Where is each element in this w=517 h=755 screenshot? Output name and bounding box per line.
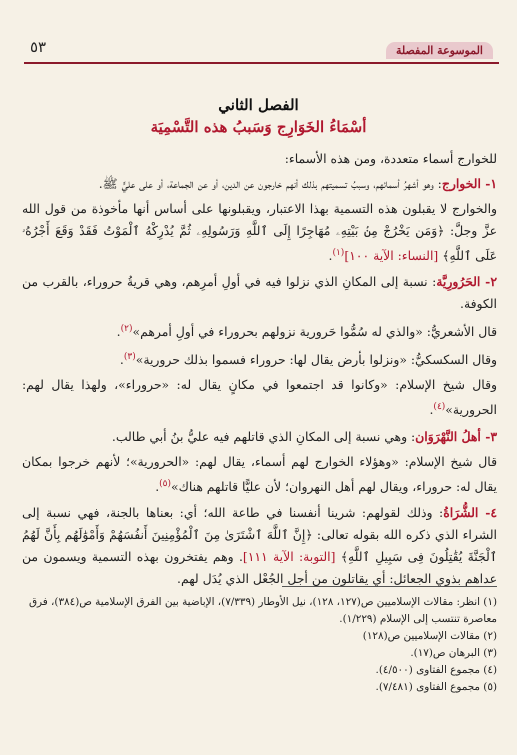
footnote-3: (٣) البرهان ص(١٧). [410,647,497,659]
header-rule [24,62,499,64]
body-text [22,148,497,593]
section-shurat-text: : وذلك لقولهم: شرينا أنفسنا في طاعة الله؛ أي: بعناها بالجنة، فهي نسبة إلى الشراء الذي ذكره الله بقوله تعالى: ﴿إِنَّ ٱللَّهَ ٱشْتَرَىٰ مِنَ ٱلْمُؤْمِنِينَ أَنفُسَهُمْ وَأَمْوَٰلَهُم بِأَنَّ لَهُمُ ٱلْجَنَّةَ يُقَٰتِلُونَ فِى سَبِيلِ ٱللَّهِ﴾ [22,504,498,564]
quote-shaykh-2-text: قال شيخ الإسلام: «وهؤلاء الخوارج لهم أسماء، يقال لهم: «الحرورية»؛ لأنهم خرجوا بمكان يقال له: حروراء، ويقال لهم أهل النهروان؛ لأن عليًّا قاتلهم هناك» [22,453,497,494]
footnote-marker-4: (٤) [433,402,446,413]
keyword-haruriyya: ٢- الحَرُورِيَّة [436,274,497,290]
footnote-1: (١) انظر: مقالات الإسلاميين ص(١٢٧، ١٢٨)، نيل الأوطار (٧/٣٣٩)، الإباضية بين الفرق الإسلامية ص(٣٨٤)، فرق معاصرة تنتسب إلى الإسلام (١/٢٢٩). [28,596,497,625]
footnote-marker-1: (١) [332,248,345,258]
section-haruriyya [22,271,497,315]
footnote-5: (٥) مجموع الفتاوى (٧/٤٨١). [375,681,497,693]
keyword-shurat: ٤- الشُّرَاةُ [443,504,497,520]
footnotes [22,594,497,696]
section-shurat [22,502,497,590]
quote-ashari-text: قال الأشعريُّ: «والذي له سُمُّوا حَرورية نزولهم بحروراء في أولِ أمرهم» [132,324,497,340]
quote-shaykh-1: وقال شيخ الإسلام: «وكانوا قد اجتمعوا في مكانٍ يقال له: «حروراء»، ولهذا يقال لهم: الحرورية»$^{(٤)}$. [22,377,497,418]
chapter-title: الفصل الثاني [218,96,299,114]
footnote-4: (٤) مجموع الفتاوى (٤/٥٠٠). [375,664,497,676]
verse-reference-nisa: [النساء: الآية ١٠٠] [344,248,439,264]
section-nahrawan-text: : وهي نسبة إلى المكانِ الذي قاتلهم فيه عليُّ بنُ أبي طالب. [111,428,416,444]
title-block [0,96,517,136]
keyword-nahrawan: ٣- أهلُ النَّهْرَوَان [415,428,497,444]
section-khawarij-text: : وهو أشهرُ أسمائهم، وسببُ تسميتهم بذلك أنهم خارجون عن الدين، أو عن الجماعة، أو على عليٍّ ﷺ. [98,176,442,191]
footnote-marker-2: (٢) [120,324,133,335]
section-khawarij [22,173,497,195]
section-nahrawan [22,426,497,448]
chapter-subtitle: أسْمَاءُ الخَوَارِج وَسَببُ هذه التَّسْمِيَة [150,118,367,136]
footnote-2: (٢) مقالات الإسلاميين ص(١٢٨) [362,630,497,642]
paragraph-khawarij-verse: والخوارج لا يقبلون هذه التسمية بهذا الاعتبار، ويقبلونها على أساس أنها مأخوذة من قول الله عزَّ وجلَّ: ﴿وَمَن يَخْرُجْ مِنۢ بَيْتِهِۦ مُهَاجِرًا إِلَى ٱللَّهِ وَرَسُولِهِۦ ثُمَّ يُدْرِكْهُ ٱلْمَوْتُ فَقَدْ وَقَعَ أَجْرُهُۥ عَلَى ٱللَّهِ﴾ [النساء: الآية ١٠٠]$^{(١)}$. [22,201,497,264]
quote-shaykh-2: قال شيخ الإسلام: «وهؤلاء الخوارج لهم أسماء، يقال لهم: «الحرورية»؛ لأنهم خرجوا بمكان يقال له: حروراء، ويقال لهم أهل النهروان؛ لأن عليًّا قاتلهم هناك»$^{(٥)}$. [22,453,497,494]
keyword-khawarij: ١- الخوارج [441,176,497,191]
verse-reference-tawba: [التوبة: الآية ١١١] [242,548,336,564]
footnote-rule [282,586,497,587]
khawarij-verse-text: والخوارج لا يقبلون هذه التسمية بهذا الاعتبار، ويقبلونها على أساس أنها مأخوذة من قول الله عزَّ وجلَّ: ﴿وَمَن يَخْرُجْ مِنۢ بَيْتِهِۦ مُهَاجِرًا إِلَى ٱللَّهِ وَرَسُولِهِۦ ثُمَّ يُدْرِكْهُ ٱلْمَوْتُ فَقَدْ وَقَعَ أَجْرُهُۥ عَلَى ٱللَّهِ﴾ [22,201,497,264]
page-number: ٥٣ [30,38,47,56]
section-shurat-tail: . وهم يفتخرون بهذه التسمية ويسمون من عداهم بذوي الجعائل: أي يقاتلون من أجل الجُعْل الذي يُدَل لهم. [22,548,497,586]
quote-saksaki: وقال السكسكيُّ: «ونزلوا بأرض يقال لها: حروراء فسموا بذلك حرورية»$^{(٣)}$. [119,352,497,368]
quote-shaykh-1-text: وقال شيخ الإسلام: «وكانوا قد اجتمعوا في مكانٍ يقال له: «حروراء»، ولهذا يقال لهم: الحرورية» [22,377,497,418]
footnote-marker-5: (٥) [159,478,172,489]
footnote-marker-3: (٣) [123,352,136,363]
page-header [24,28,499,68]
quote-ashari: قال الأشعريُّ: «والذي له سُمُّوا حَرورية نزولهم بحروراء في أولِ أمرهم»$^{(٢)}$. [116,324,497,340]
section-haruriyya-text: : نسبة إلى المكانِ الذي نزلوا فيه في أولِ أمرِهم، وهي قريةُ حروراء، بالقرب من الكوفة. [22,274,497,312]
running-title: الموسوعة المفصلة [386,42,493,59]
intro-paragraph: للخوارج أسماء متعددة، ومن هذه الأسماء: [284,151,497,166]
quote-saksaki-text: وقال السكسكيُّ: «ونزلوا بأرض يقال لها: حروراء فسموا بذلك حرورية» [135,352,497,368]
